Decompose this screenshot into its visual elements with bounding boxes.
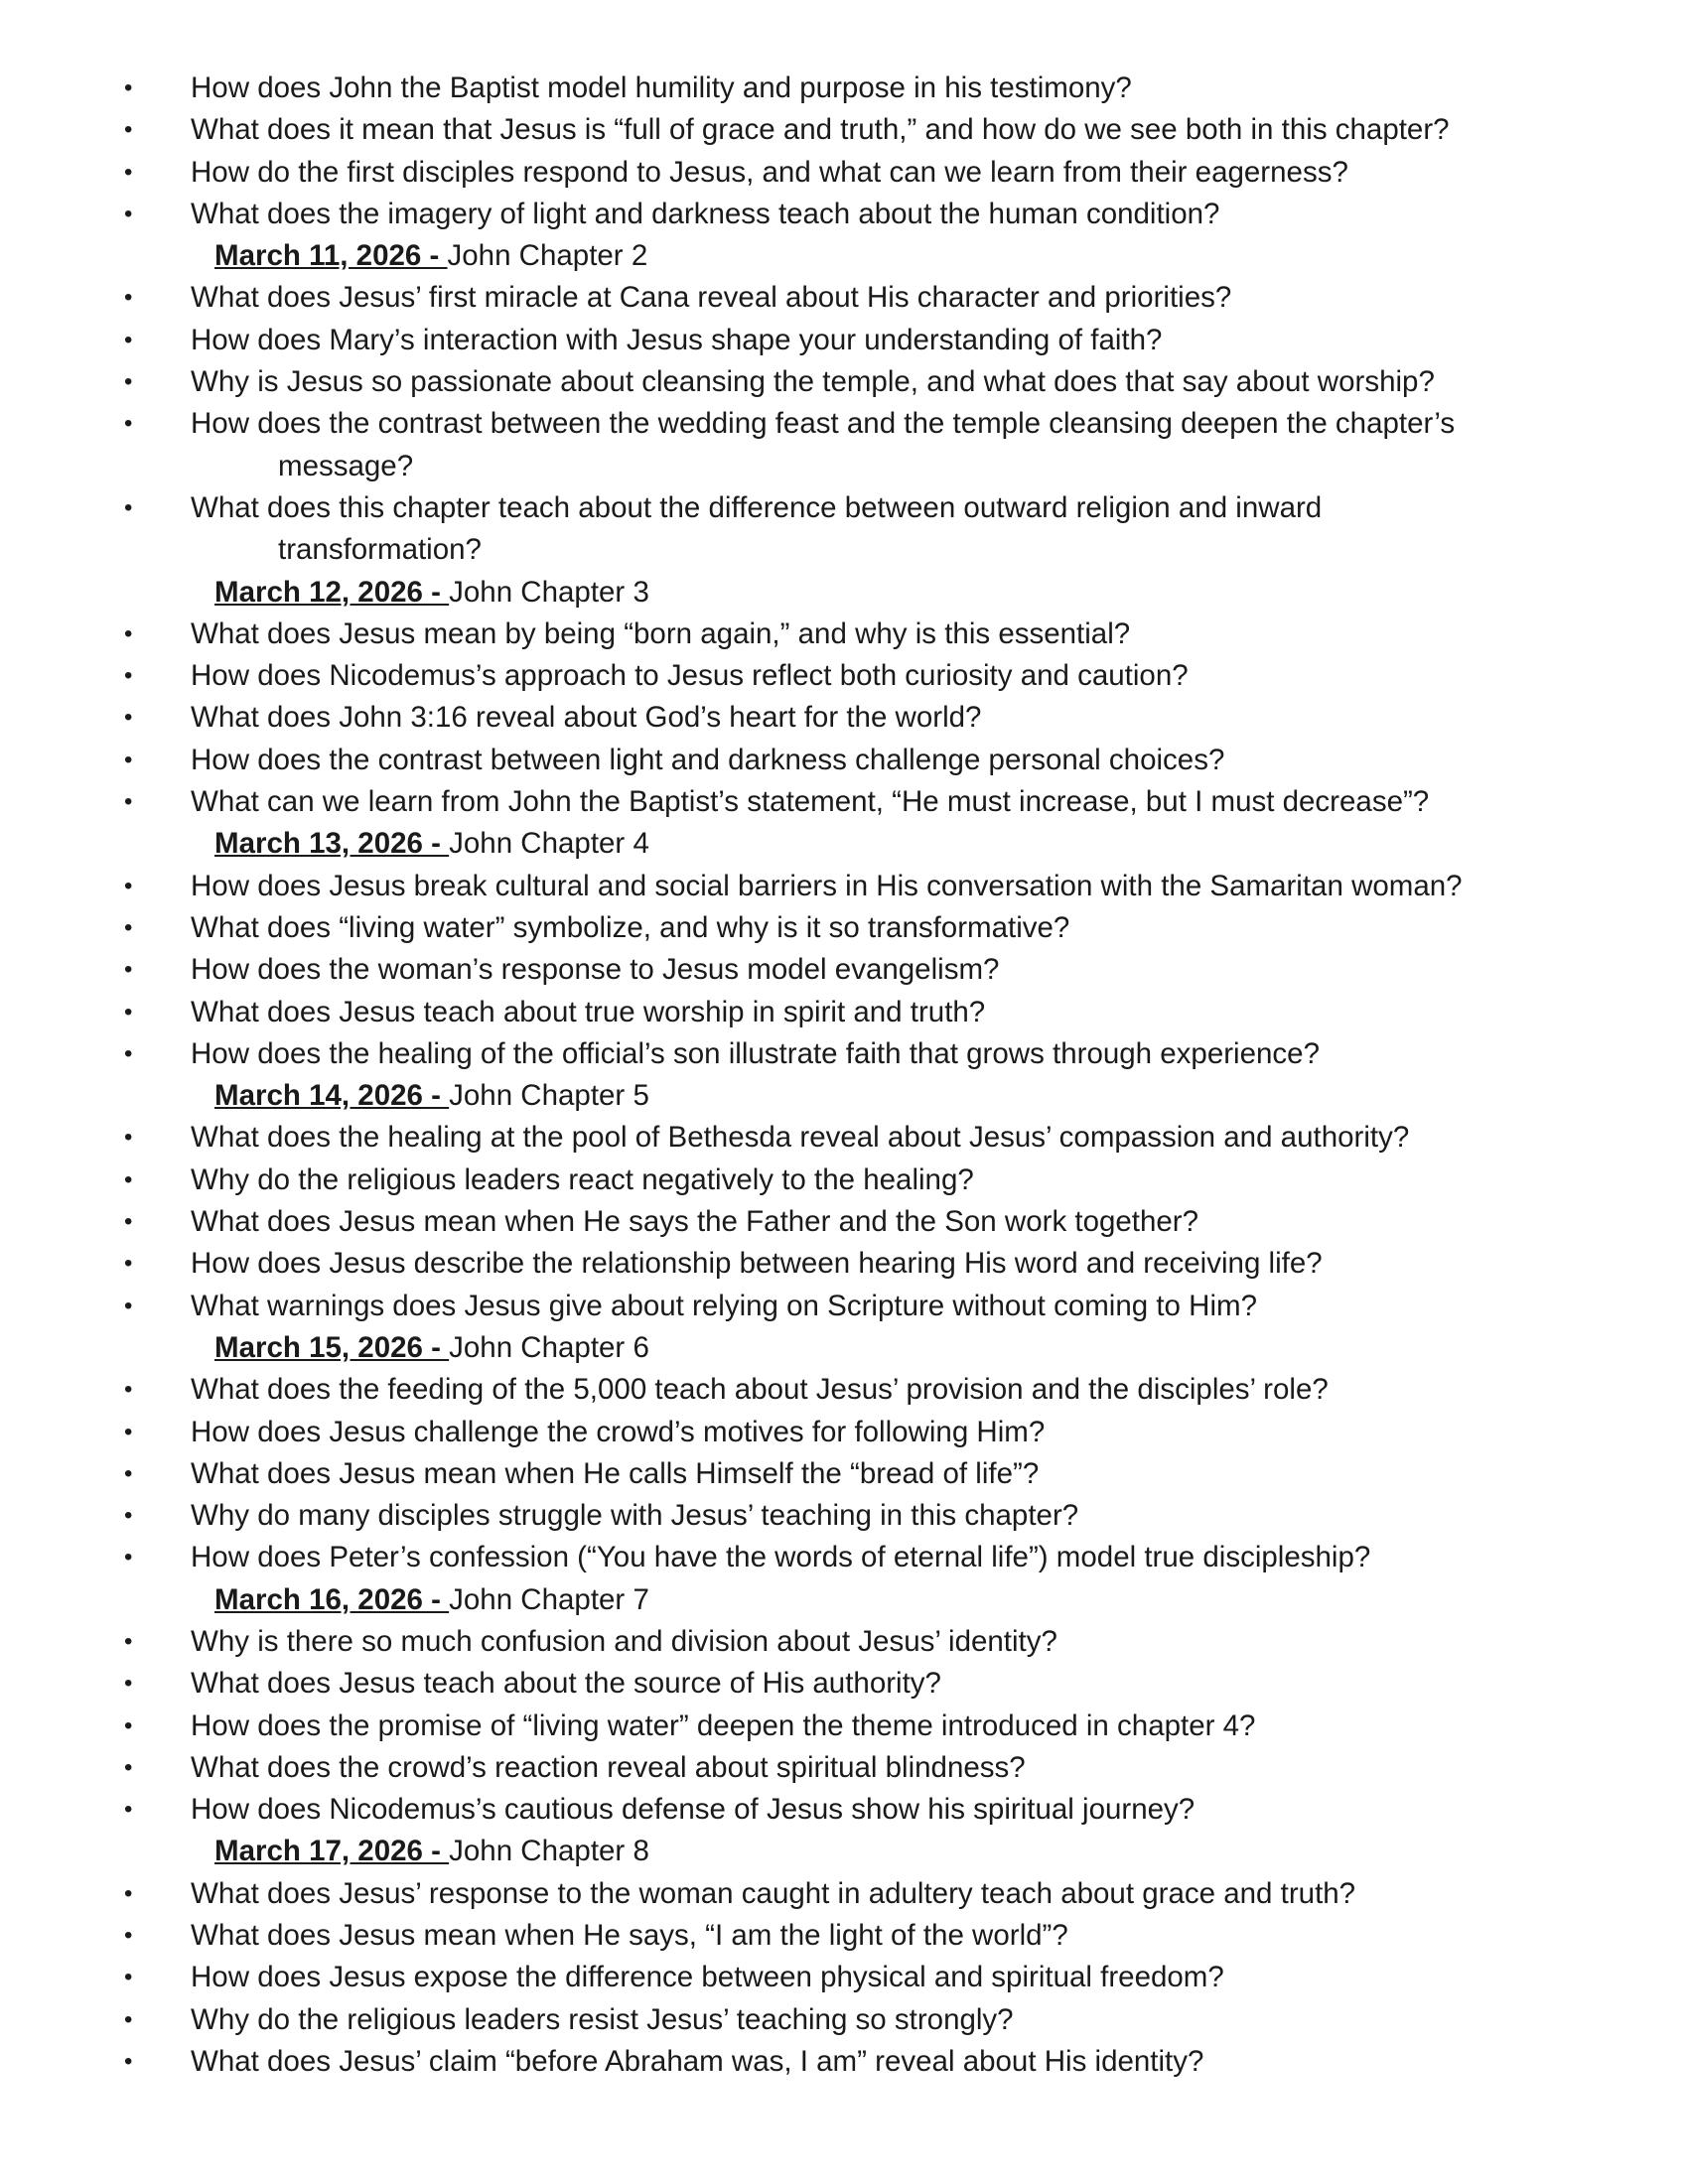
- question-text: What does Jesus teach about the source of His authority?: [191, 1667, 941, 1701]
- bullet-icon: •: [124, 1879, 133, 1907]
- question-item: [0, 277, 1688, 319]
- bullet-icon: •: [124, 74, 133, 101]
- reading-chapter: John Chapter 3: [449, 575, 649, 609]
- reading-chapter: John Chapter 7: [449, 1582, 649, 1616]
- bullet-icon: •: [124, 2047, 133, 2075]
- study-question-list: [0, 68, 1688, 2083]
- bullet-icon: •: [124, 2005, 133, 2033]
- bullet-icon: •: [124, 368, 133, 396]
- reading-heading: [0, 1075, 1688, 1117]
- question-item: [0, 1117, 1688, 1159]
- reading-heading: [0, 1831, 1688, 1872]
- reading-heading: [0, 1579, 1688, 1621]
- reading-date: March 14, 2026 -: [214, 1079, 450, 1113]
- reading-chapter: John Chapter 8: [449, 1835, 649, 1868]
- question-item: [0, 1957, 1688, 1998]
- bullet-icon: •: [124, 1627, 133, 1655]
- question-text: How does Jesus challenge the crowd’s motives for following Him?: [191, 1415, 1046, 1448]
- bullet-icon: •: [124, 872, 133, 899]
- bullet-icon: •: [124, 1922, 133, 1950]
- question-text: How does the contrast between the wedding feast and the temple cleansing deepen the chapter’s: [191, 407, 1456, 441]
- question-item: [0, 1369, 1688, 1411]
- question-item: [0, 992, 1688, 1033]
- question-item: [0, 152, 1688, 194]
- reading-date: March 13, 2026 -: [214, 827, 450, 861]
- question-item: [0, 320, 1688, 361]
- question-text: What warnings does Jesus give about relying on Scripture without coming to Him?: [191, 1289, 1257, 1322]
- question-text: Why is there so much confusion and division about Jesus’ identity?: [191, 1624, 1057, 1658]
- reading-heading: [0, 235, 1688, 277]
- reading-chapter: John Chapter 4: [449, 827, 649, 861]
- bullet-icon: •: [124, 662, 133, 690]
- bullet-icon: •: [124, 1250, 133, 1278]
- question-item: [0, 1747, 1688, 1789]
- bullet-icon: •: [124, 158, 133, 186]
- bullet-icon: •: [124, 619, 133, 647]
- reading-date: March 17, 2026 -: [214, 1835, 450, 1868]
- bullet-icon: •: [124, 1711, 133, 1739]
- bullet-icon: •: [124, 1292, 133, 1319]
- reading-chapter: John Chapter 2: [447, 239, 648, 273]
- question-text: What does the imagery of light and darkness teach about the human condition?: [191, 197, 1220, 230]
- question-item: [0, 949, 1688, 991]
- reading-heading-text: [214, 1327, 649, 1369]
- question-item: [0, 907, 1688, 949]
- reading-heading-text: [214, 572, 649, 614]
- bullet-icon: •: [124, 1124, 133, 1152]
- question-item: [0, 781, 1688, 823]
- bullet-icon: •: [124, 1418, 133, 1445]
- reading-chapter: John Chapter 5: [449, 1079, 649, 1113]
- bullet-icon: •: [124, 788, 133, 816]
- question-item: [0, 68, 1688, 109]
- bullet-icon: •: [124, 1165, 133, 1193]
- question-item: [0, 1663, 1688, 1705]
- question-continuation-text: message?: [278, 449, 414, 482]
- question-item: [0, 361, 1688, 403]
- question-text: What does Jesus teach about true worship in spirit and truth?: [191, 995, 986, 1028]
- question-text: What does the crowd’s reaction reveal about spiritual blindness?: [191, 1750, 1026, 1784]
- question-text: What does John 3:16 reveal about God’s heart for the world?: [191, 701, 982, 735]
- question-item: [0, 1033, 1688, 1075]
- question-item: [0, 1915, 1688, 1957]
- question-text: How does the healing of the official’s son illustrate faith that grows through experience?: [191, 1036, 1320, 1070]
- question-text: Why do many disciples struggle with Jesus’ teaching in this chapter?: [191, 1499, 1079, 1533]
- bullet-icon: •: [124, 1670, 133, 1698]
- bullet-icon: •: [124, 1964, 133, 1991]
- question-text: How does Mary’s interaction with Jesus shape your understanding of faith?: [191, 323, 1163, 356]
- question-continuation: [0, 446, 1688, 487]
- question-text: What does the healing at the pool of Bethesda reveal about Jesus’ compassion and authority?: [191, 1121, 1410, 1155]
- bullet-icon: •: [124, 704, 133, 732]
- question-text: How does Nicodemus’s cautious defense of Jesus show his spiritual journey?: [191, 1793, 1196, 1827]
- question-text: What does Jesus’ first miracle at Cana reveal about His character and priorities?: [191, 281, 1232, 315]
- question-item: [0, 1999, 1688, 2041]
- question-text: How does Peter’s confession (“You have the words of eternal life”) model true discipleship?: [191, 1541, 1371, 1574]
- reading-heading: [0, 572, 1688, 614]
- question-text: What does Jesus mean when He says, “I am the light of the world”?: [191, 1919, 1068, 1953]
- question-item: [0, 1412, 1688, 1453]
- bullet-icon: •: [124, 326, 133, 353]
- question-item: [0, 866, 1688, 907]
- question-text: What does it mean that Jesus is “full of grace and truth,” and how do we see both in this chapter?: [191, 113, 1450, 147]
- bullet-icon: •: [124, 410, 133, 438]
- bullet-icon: •: [124, 1544, 133, 1571]
- question-text: What does Jesus’ claim “before Abraham was, I am” reveal about His identity?: [191, 2044, 1204, 2078]
- question-item: [0, 1243, 1688, 1285]
- question-text: What can we learn from John the Baptist’s statement, “He must increase, but I must decrease”?: [191, 785, 1430, 819]
- bullet-icon: •: [124, 913, 133, 941]
- question-item: [0, 1201, 1688, 1243]
- question-item: [0, 655, 1688, 697]
- question-item: [0, 1453, 1688, 1495]
- question-item: [0, 614, 1688, 655]
- question-continuation-text: transformation?: [278, 533, 482, 567]
- reading-date: March 12, 2026 -: [214, 575, 450, 609]
- bullet-icon: •: [124, 746, 133, 773]
- question-text: What does Jesus mean by being “born again,” and why is this essential?: [191, 616, 1131, 650]
- question-text: How does the contrast between light and darkness challenge personal choices?: [191, 743, 1225, 776]
- question-text: How does John the Baptist model humility and purpose in his testimony?: [191, 71, 1132, 104]
- question-text: How does the woman’s response to Jesus model evangelism?: [191, 953, 1000, 987]
- question-item: [0, 1706, 1688, 1747]
- question-item: [0, 697, 1688, 739]
- question-text: How does Nicodemus’s approach to Jesus reflect both curiosity and caution?: [191, 659, 1189, 693]
- reading-date: March 11, 2026 -: [214, 239, 448, 273]
- bullet-icon: •: [124, 998, 133, 1025]
- bullet-icon: •: [124, 200, 133, 227]
- question-item: [0, 1495, 1688, 1537]
- bullet-icon: •: [124, 1796, 133, 1824]
- question-item: [0, 1160, 1688, 1201]
- question-item: [0, 1789, 1688, 1831]
- bullet-icon: •: [124, 1459, 133, 1487]
- question-text: What does this chapter teach about the difference between outward religion and inward: [191, 490, 1323, 524]
- question-text: How does Jesus describe the relationship between hearing His word and receiving life?: [191, 1247, 1323, 1281]
- reading-heading-text: [214, 1831, 649, 1872]
- bullet-icon: •: [124, 956, 133, 984]
- reading-heading: [0, 1327, 1688, 1369]
- question-text: Why do the religious leaders react negatively to the healing?: [191, 1162, 974, 1196]
- question-text: What does “living water” symbolize, and why is it so transformative?: [191, 910, 1070, 944]
- question-text: What does Jesus mean when He says the Father and the Son work together?: [191, 1205, 1199, 1239]
- question-text: What does Jesus’ response to the woman caught in adultery teach about grace and truth?: [191, 1876, 1356, 1910]
- reading-heading-text: [214, 1579, 649, 1621]
- reading-date: March 16, 2026 -: [214, 1582, 450, 1616]
- question-text: How do the first disciples respond to Jesus, and what can we learn from their eagerness?: [191, 155, 1348, 189]
- bullet-icon: •: [124, 1208, 133, 1236]
- bullet-icon: •: [124, 116, 133, 144]
- bullet-icon: •: [124, 1039, 133, 1067]
- question-item: [0, 1873, 1688, 1915]
- question-item: [0, 1286, 1688, 1327]
- bullet-icon: •: [124, 284, 133, 312]
- question-item: [0, 2041, 1688, 2083]
- reading-heading-text: [214, 1075, 649, 1117]
- question-continuation: [0, 529, 1688, 571]
- bullet-icon: •: [124, 1376, 133, 1404]
- reading-heading: [0, 823, 1688, 865]
- question-text: How does Jesus expose the difference between physical and spiritual freedom?: [191, 1961, 1224, 1994]
- bullet-icon: •: [124, 1502, 133, 1530]
- question-item: [0, 487, 1688, 529]
- question-text: Why is Jesus so passionate about cleansing the temple, and what does that say about worship?: [191, 365, 1435, 399]
- question-item: [0, 194, 1688, 235]
- bullet-icon: •: [124, 493, 133, 521]
- question-item: [0, 1621, 1688, 1663]
- question-item: [0, 740, 1688, 781]
- question-item: [0, 109, 1688, 151]
- question-text: What does Jesus mean when He calls Himself the “bread of life”?: [191, 1456, 1040, 1490]
- reading-heading-text: [214, 235, 647, 277]
- question-item: [0, 1537, 1688, 1578]
- reading-heading-text: [214, 823, 649, 865]
- reading-date: March 15, 2026 -: [214, 1330, 450, 1364]
- question-text: What does the feeding of the 5,000 teach about Jesus’ provision and the disciples’ role?: [191, 1373, 1329, 1407]
- question-text: Why do the religious leaders resist Jesus’ teaching so strongly?: [191, 2002, 1014, 2036]
- reading-chapter: John Chapter 6: [449, 1330, 649, 1364]
- bullet-icon: •: [124, 1753, 133, 1781]
- question-text: How does the promise of “living water” deepen the theme introduced in chapter 4?: [191, 1708, 1256, 1742]
- question-item: [0, 403, 1688, 445]
- question-text: How does Jesus break cultural and social barriers in His conversation with the Samaritan woman?: [191, 869, 1463, 902]
